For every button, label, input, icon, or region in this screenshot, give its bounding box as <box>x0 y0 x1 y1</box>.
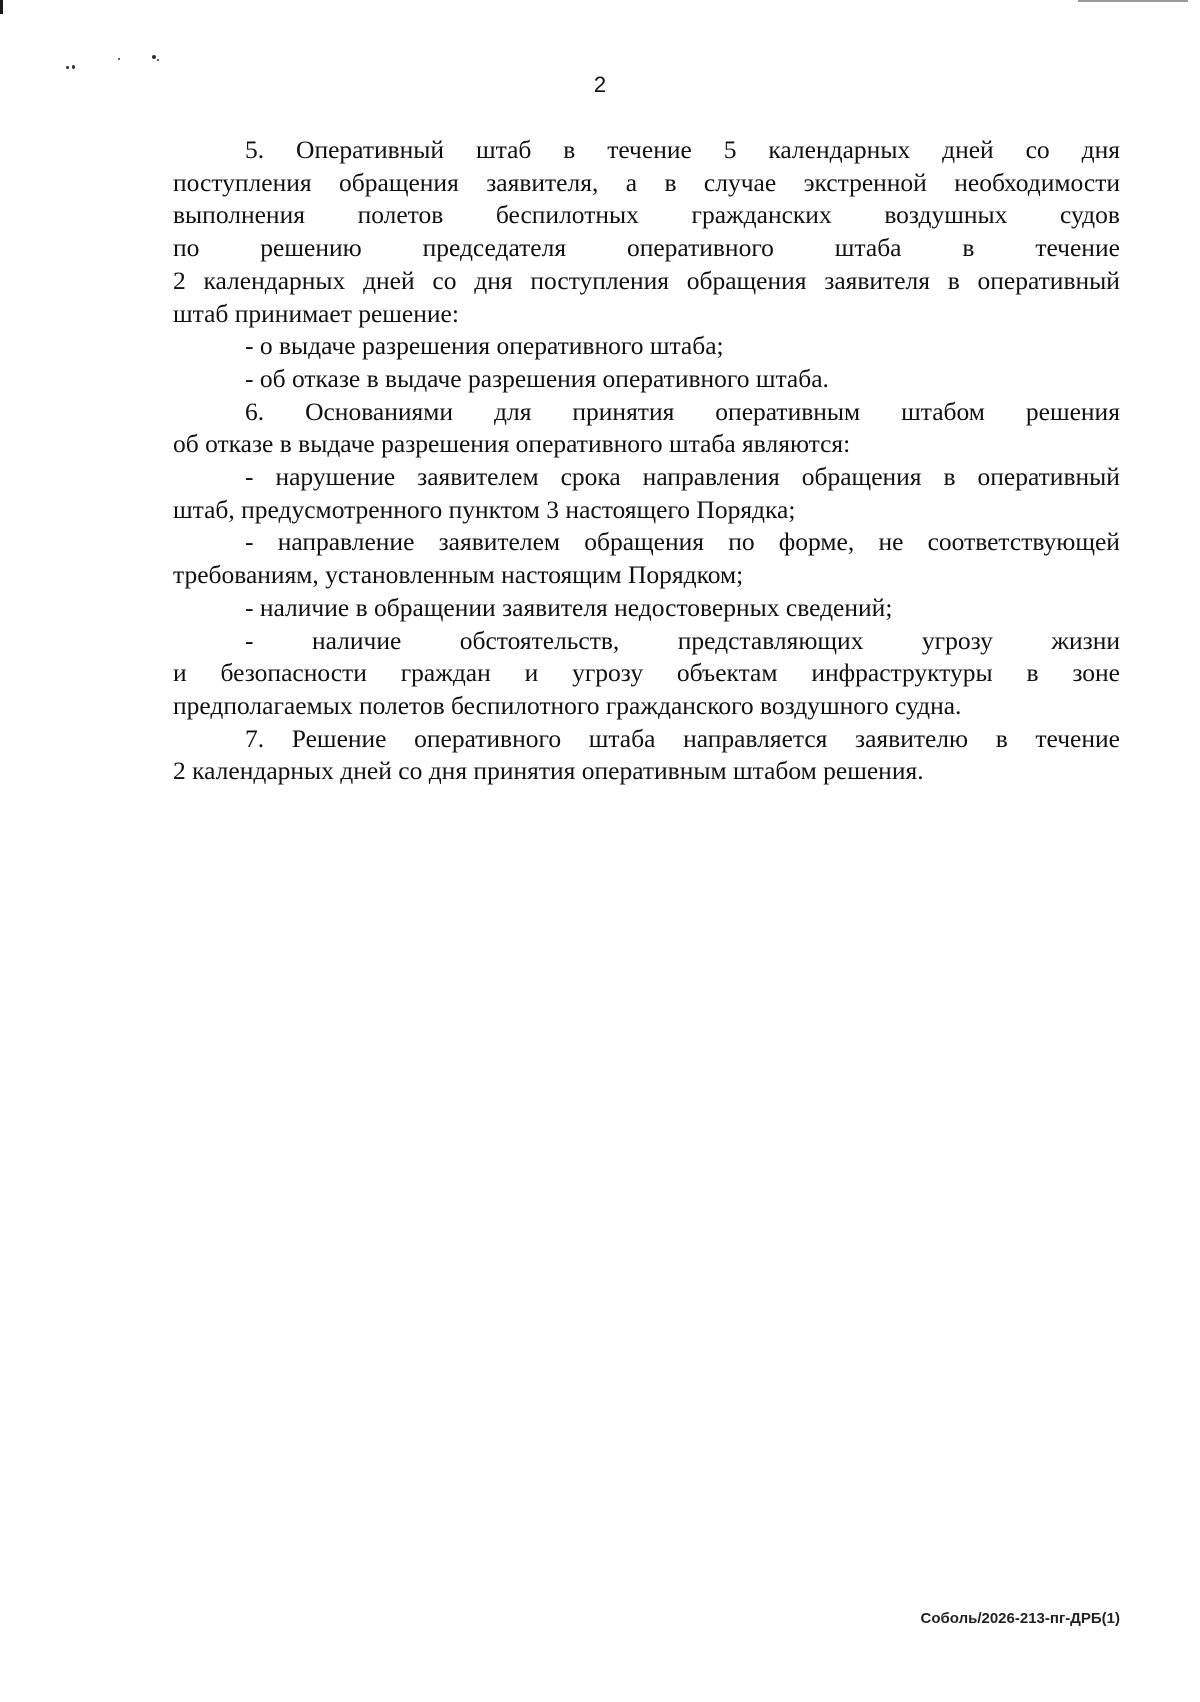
list-item-continuation: штаб, предусмотренного пунктом 3 настоящего Порядка; <box>173 494 796 524</box>
paragraph-line: об отказе в выдаче разрешения оперативного штаба являются: <box>173 429 851 459</box>
word: обстоятельств, <box>459 625 620 655</box>
word: решения <box>1025 396 1120 426</box>
word: заявителем <box>438 527 561 557</box>
word: заявителя, <box>486 167 599 197</box>
word: судов <box>1060 200 1120 230</box>
list-item <box>173 625 1120 658</box>
word: угрозу <box>921 625 993 655</box>
word: не <box>878 527 904 557</box>
word: граждан <box>400 658 491 688</box>
word: угрозу <box>572 658 644 688</box>
scan-speck <box>72 65 75 69</box>
scan-speck <box>152 55 156 59</box>
word: в <box>1026 658 1039 688</box>
word: в <box>664 167 677 197</box>
word: оперативного <box>626 233 774 263</box>
list-item: - об отказе в выдаче разрешения оперативного штаба. <box>245 363 829 393</box>
word: объектам <box>676 658 778 688</box>
word: дня <box>474 265 513 295</box>
word: дня <box>1081 135 1120 164</box>
word: Основаниями <box>305 396 454 426</box>
word: направление <box>277 527 415 557</box>
list-item-continuation: предполагаемых полетов беспилотного гражданского воздушного судна. <box>173 690 962 720</box>
word: штабом <box>901 396 985 426</box>
document-body <box>173 134 1120 788</box>
word: обращения <box>584 527 704 557</box>
word: 2 <box>173 265 186 295</box>
word: необходимости <box>954 167 1120 197</box>
word: председателя <box>422 233 567 263</box>
word: по <box>173 233 200 263</box>
word: обращения <box>801 462 922 492</box>
word: воздушных <box>884 200 1008 230</box>
word: принятия <box>572 396 675 426</box>
word: гражданских <box>691 200 832 230</box>
list-item: - о выдаче разрешения оперативного штаба; <box>245 331 724 361</box>
word: беспилотных <box>495 200 639 230</box>
list-item: - наличие в обращении заявителя недостоверных сведений; <box>245 592 893 622</box>
scan-specks <box>64 50 174 80</box>
list-item <box>173 461 1120 494</box>
word: представляющих <box>677 625 864 655</box>
word: оперативным <box>715 396 861 426</box>
word: по <box>728 527 755 557</box>
word: Решение <box>291 723 387 753</box>
word: зоне <box>1072 658 1120 688</box>
word: направления <box>642 462 780 492</box>
word: со <box>432 265 457 295</box>
word: соответствующей <box>927 527 1120 557</box>
word: заявителю <box>855 723 969 753</box>
word: оперативный <box>977 265 1120 295</box>
word: случае <box>703 167 777 197</box>
word: полетов <box>357 200 444 230</box>
word: инфраструктуры <box>811 658 993 688</box>
word: жизни <box>1051 625 1120 655</box>
word: 5. <box>245 135 265 164</box>
word: течение <box>607 135 692 164</box>
scan-edge-mark <box>1078 0 1188 2</box>
word: в <box>962 233 975 263</box>
paragraph-line <box>173 723 1120 756</box>
word: календарных <box>203 265 346 295</box>
paragraph-line <box>173 199 1120 232</box>
word: поступления <box>173 167 312 197</box>
word: заявителем <box>417 462 539 492</box>
word: решению <box>260 233 362 263</box>
word: штаб <box>475 135 532 164</box>
word: - <box>245 625 254 655</box>
list-item-continuation <box>173 657 1120 690</box>
paragraph-line: 2 календарных дней со дня принятия оперативным штабом решения. <box>173 756 924 786</box>
word: срока <box>560 462 621 492</box>
word: дней <box>942 135 994 164</box>
word: - <box>245 527 254 557</box>
word: 7. <box>245 723 265 753</box>
word: в <box>563 135 576 164</box>
scan-speck <box>66 66 69 69</box>
word: наличие <box>311 625 402 655</box>
word: а <box>625 167 638 197</box>
paragraph-line <box>173 232 1120 265</box>
paragraph-line <box>173 134 1120 167</box>
word: выполнения <box>173 200 305 230</box>
paragraph-line <box>173 167 1120 200</box>
word: календарных <box>768 135 911 164</box>
word: нарушение <box>275 462 396 492</box>
word: дней <box>363 265 415 295</box>
word: 5 <box>723 135 737 164</box>
paragraph-line: штаб принимает решение: <box>173 298 459 328</box>
word: течение <box>1035 723 1120 753</box>
word: направляется <box>683 723 828 753</box>
word: и <box>524 658 539 688</box>
document-footer-code: Соболь/2026-213-пг-ДРБ(1) <box>920 1610 1120 1627</box>
word: штаба <box>588 723 656 753</box>
word: оперативный <box>977 462 1120 492</box>
word: Оперативный <box>296 135 445 164</box>
word: течение <box>1035 233 1120 263</box>
word: в <box>943 462 956 492</box>
word: и <box>173 658 187 688</box>
word: для <box>494 396 532 426</box>
list-item-continuation: требованиям, установленным настоящим Порядком; <box>173 560 744 590</box>
paragraph-line <box>173 396 1120 429</box>
word: поступления <box>530 265 669 295</box>
list-item <box>173 526 1120 559</box>
word: 6. <box>245 396 265 426</box>
word: заявителя <box>824 265 930 295</box>
word: обращения <box>686 265 807 295</box>
word: со <box>1025 135 1050 164</box>
word: - <box>245 462 254 492</box>
paragraph-line <box>173 265 1120 298</box>
page-number: 2 <box>593 72 607 97</box>
scan-speck <box>157 59 159 61</box>
word: в <box>995 723 1008 753</box>
word: оперативного <box>414 723 562 753</box>
scan-speck <box>118 58 120 60</box>
scan-top-edge <box>0 0 1200 3</box>
word: в <box>947 265 960 295</box>
word: штаба <box>834 233 902 263</box>
word: обращения <box>339 167 459 197</box>
word: безопасности <box>220 658 367 688</box>
word: форме, <box>778 527 855 557</box>
word: экстренной <box>803 167 927 197</box>
scan-edge-mark <box>0 0 3 14</box>
